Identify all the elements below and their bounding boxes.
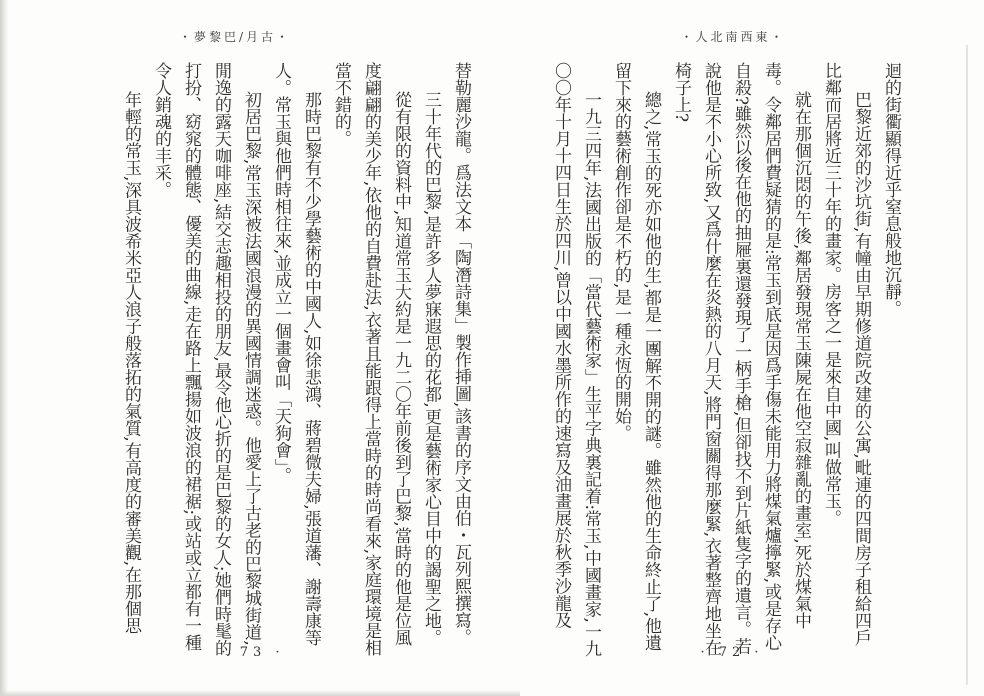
paragraph: 從有限的資料中,知道常玉大約是一九二〇年前後到了巴黎,當時的他是位風度翩翩的美少年,依他的自費赴法,衣著且能跟得上當時的時尚看來,家庭環境是相當不錯的。 [331, 62, 411, 657]
paragraph: 替勒麗沙龍。爲法文本「陶潛詩集」製作挿圖,該書的序文由伯・瓦列熙撰寫。 [451, 62, 471, 646]
paragraph: 就在那個沉悶的午後,鄰居發現常玉陳屍在他空寂雜亂的畫室,死於煤氣中毒。令鄰居們費疑猜的是:常玉到底是因爲手傷未能用力將煤氣爐擰緊,或是存心自殺?雖然以後在他的抽屜裏還發現了一柄手槍,但卻找不到片紙隻字的遺言。若說他是不小心所致,又爲什麼在炎熱的八月天,將門窗關得那麼緊,衣著整齊地坐在椅子上? [671, 62, 811, 657]
paragraph: 巴黎近郊的沙坑街,有幢由早期修道院改建的公寓,毗連的四間房子租給四戶比鄰而居將近三十年的畫家。房客之一是來自中國,叫做常玉。 [821, 62, 871, 646]
scan-edge-right [966, 45, 968, 685]
page-number-left: · 73 · [221, 645, 285, 660]
scan-edge-bottom [0, 690, 520, 696]
page-number-right: · 72 · [700, 645, 764, 660]
running-head-right: ・人北南西東・ [680, 30, 786, 44]
page-body-left [116, 62, 476, 662]
paragraph: 一九三四年,法國出版的「當代藝術家」生平字典裏記着:常玉,中國畫家,一九〇〇年十月十四日生於四川,曾以中國水墨所作的速寫及油畫展於秋季沙龍及 [551, 62, 601, 657]
paragraph: 年輕的常玉,深具波希米亞人浪子般落拓的氣質,有高度的審美觀,在那個思 [121, 90, 141, 635]
running-head-left: ・夢黎巴/月古・ [178, 30, 292, 44]
paragraph: 初居巴黎,常玉深被法國浪漫的異國情調迷惑。他愛上了古老的巴黎城街道,閒逸的露天咖啡座,結交志趣相投的朋友,最令他心折的是巴黎的女人;她們時髦的打扮、窈窕的體態、優美的曲線,走在路上飄揚如波浪的裙裾;或站或立都有一種令人銷魂的丰采。 [151, 62, 261, 657]
paragraph: 那時巴黎有不少學藝術的中國人,如徐悲鴻、蔣碧微夫婦,張道藩、謝壽康等人。常玉與他們時相往來,並成立一個畫會叫「天狗會」。 [271, 62, 321, 646]
page-body-right [546, 62, 906, 662]
paragraph: 總之,常玉的死亦如他的生,都是一團解不開的謎。雖然他的生命終止了,他遺留下來的藝術創作卻是不朽的,是一種永恆的開始。 [611, 62, 661, 652]
scan-edge-left [0, 0, 8, 696]
paragraph: 三十年代的巴黎,是許多人夢寐遐思的花都,更是藝術家心目中的謁聖之地。 [421, 90, 441, 646]
paragraph: 迴的街衢顯得近乎窒息般地沉靜。 [881, 62, 901, 317]
